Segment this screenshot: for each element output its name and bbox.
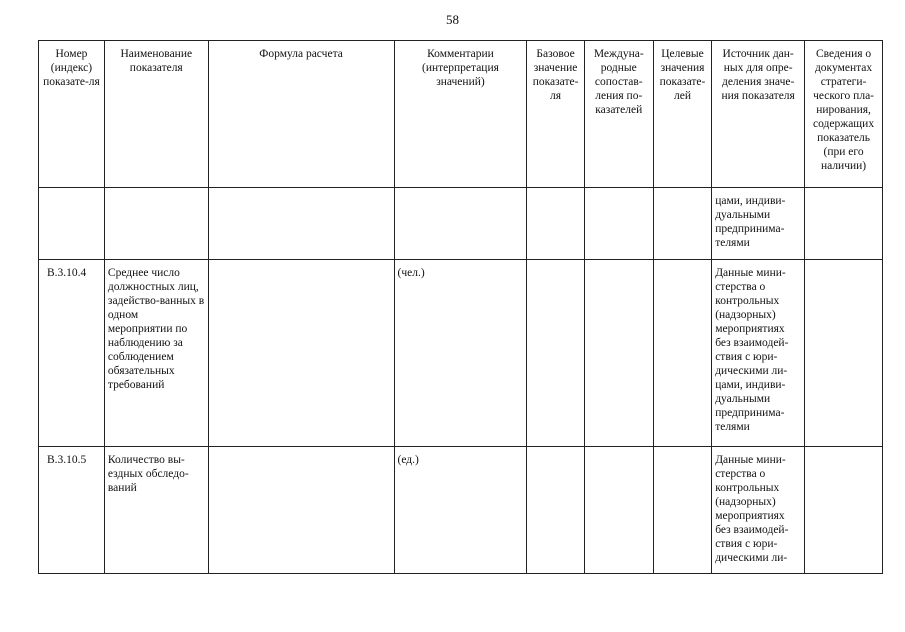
cell-strategic-docs — [805, 447, 883, 574]
header-formula: Формула расчета — [208, 41, 394, 188]
cell-comment — [394, 188, 527, 260]
header-base-value: Базовое значение показате-ля — [527, 41, 584, 188]
cell-strategic-docs — [805, 188, 883, 260]
cell-international — [584, 447, 653, 574]
cell-international — [584, 188, 653, 260]
header-strategic-docs: Сведения о документах стратеги-ческого пла-нирования, содержащих показатель (при его наличии) — [805, 41, 883, 188]
cell-base-value — [527, 188, 584, 260]
header-comment: Комментарии (интерпретация значений) — [394, 41, 527, 188]
cell-comment: (чел.) — [394, 260, 527, 447]
indicators-table — [38, 40, 883, 574]
cell-index — [39, 188, 105, 260]
cell-base-value — [527, 447, 584, 574]
header-index: Номер (индекс) показате-ля — [39, 41, 105, 188]
cell-target-values — [653, 188, 711, 260]
cell-index: В.3.10.5 — [39, 447, 105, 574]
page-number: 58 — [446, 12, 459, 27]
cell-index: В.3.10.4 — [39, 260, 105, 447]
cell-name: Количество вы-ездных обследо-ваний — [104, 447, 208, 574]
cell-strategic-docs — [805, 260, 883, 447]
header-international: Междуна-родные сопостав-ления по-казателей — [584, 41, 653, 188]
cell-name: Среднее число должностных лиц, задейство-ванных в одном мероприятии по наблюдению за соблюдением обязательных требований — [104, 260, 208, 447]
header-name: Наименование показателя — [104, 41, 208, 188]
table-row — [39, 188, 883, 260]
cell-name — [104, 188, 208, 260]
cell-formula — [208, 188, 394, 260]
cell-target-values — [653, 447, 711, 574]
cell-comment: (ед.) — [394, 447, 527, 574]
cell-target-values — [653, 260, 711, 447]
cell-base-value — [527, 260, 584, 447]
header-data-source: Источник дан-ных для опре-деления значе-ния показателя — [712, 41, 805, 188]
table-header-row — [39, 41, 883, 188]
cell-data-source: цами, индиви-дуальными предпринима-телями — [712, 188, 805, 260]
cell-formula — [208, 447, 394, 574]
cell-data-source: Данные мини-стерства о контрольных (надзорных) мероприятиях без взаимодей-ствия с юри-дическими ли- — [712, 447, 805, 574]
table-row — [39, 260, 883, 447]
table-row — [39, 447, 883, 574]
header-target-values: Целевые значения показате-лей — [653, 41, 711, 188]
cell-formula — [208, 260, 394, 447]
cell-data-source: Данные мини-стерства о контрольных (надзорных) мероприятиях без взаимодей-ствия с юри-дическими ли-цами, индиви-дуальными предпринима-телями — [712, 260, 805, 447]
cell-international — [584, 260, 653, 447]
